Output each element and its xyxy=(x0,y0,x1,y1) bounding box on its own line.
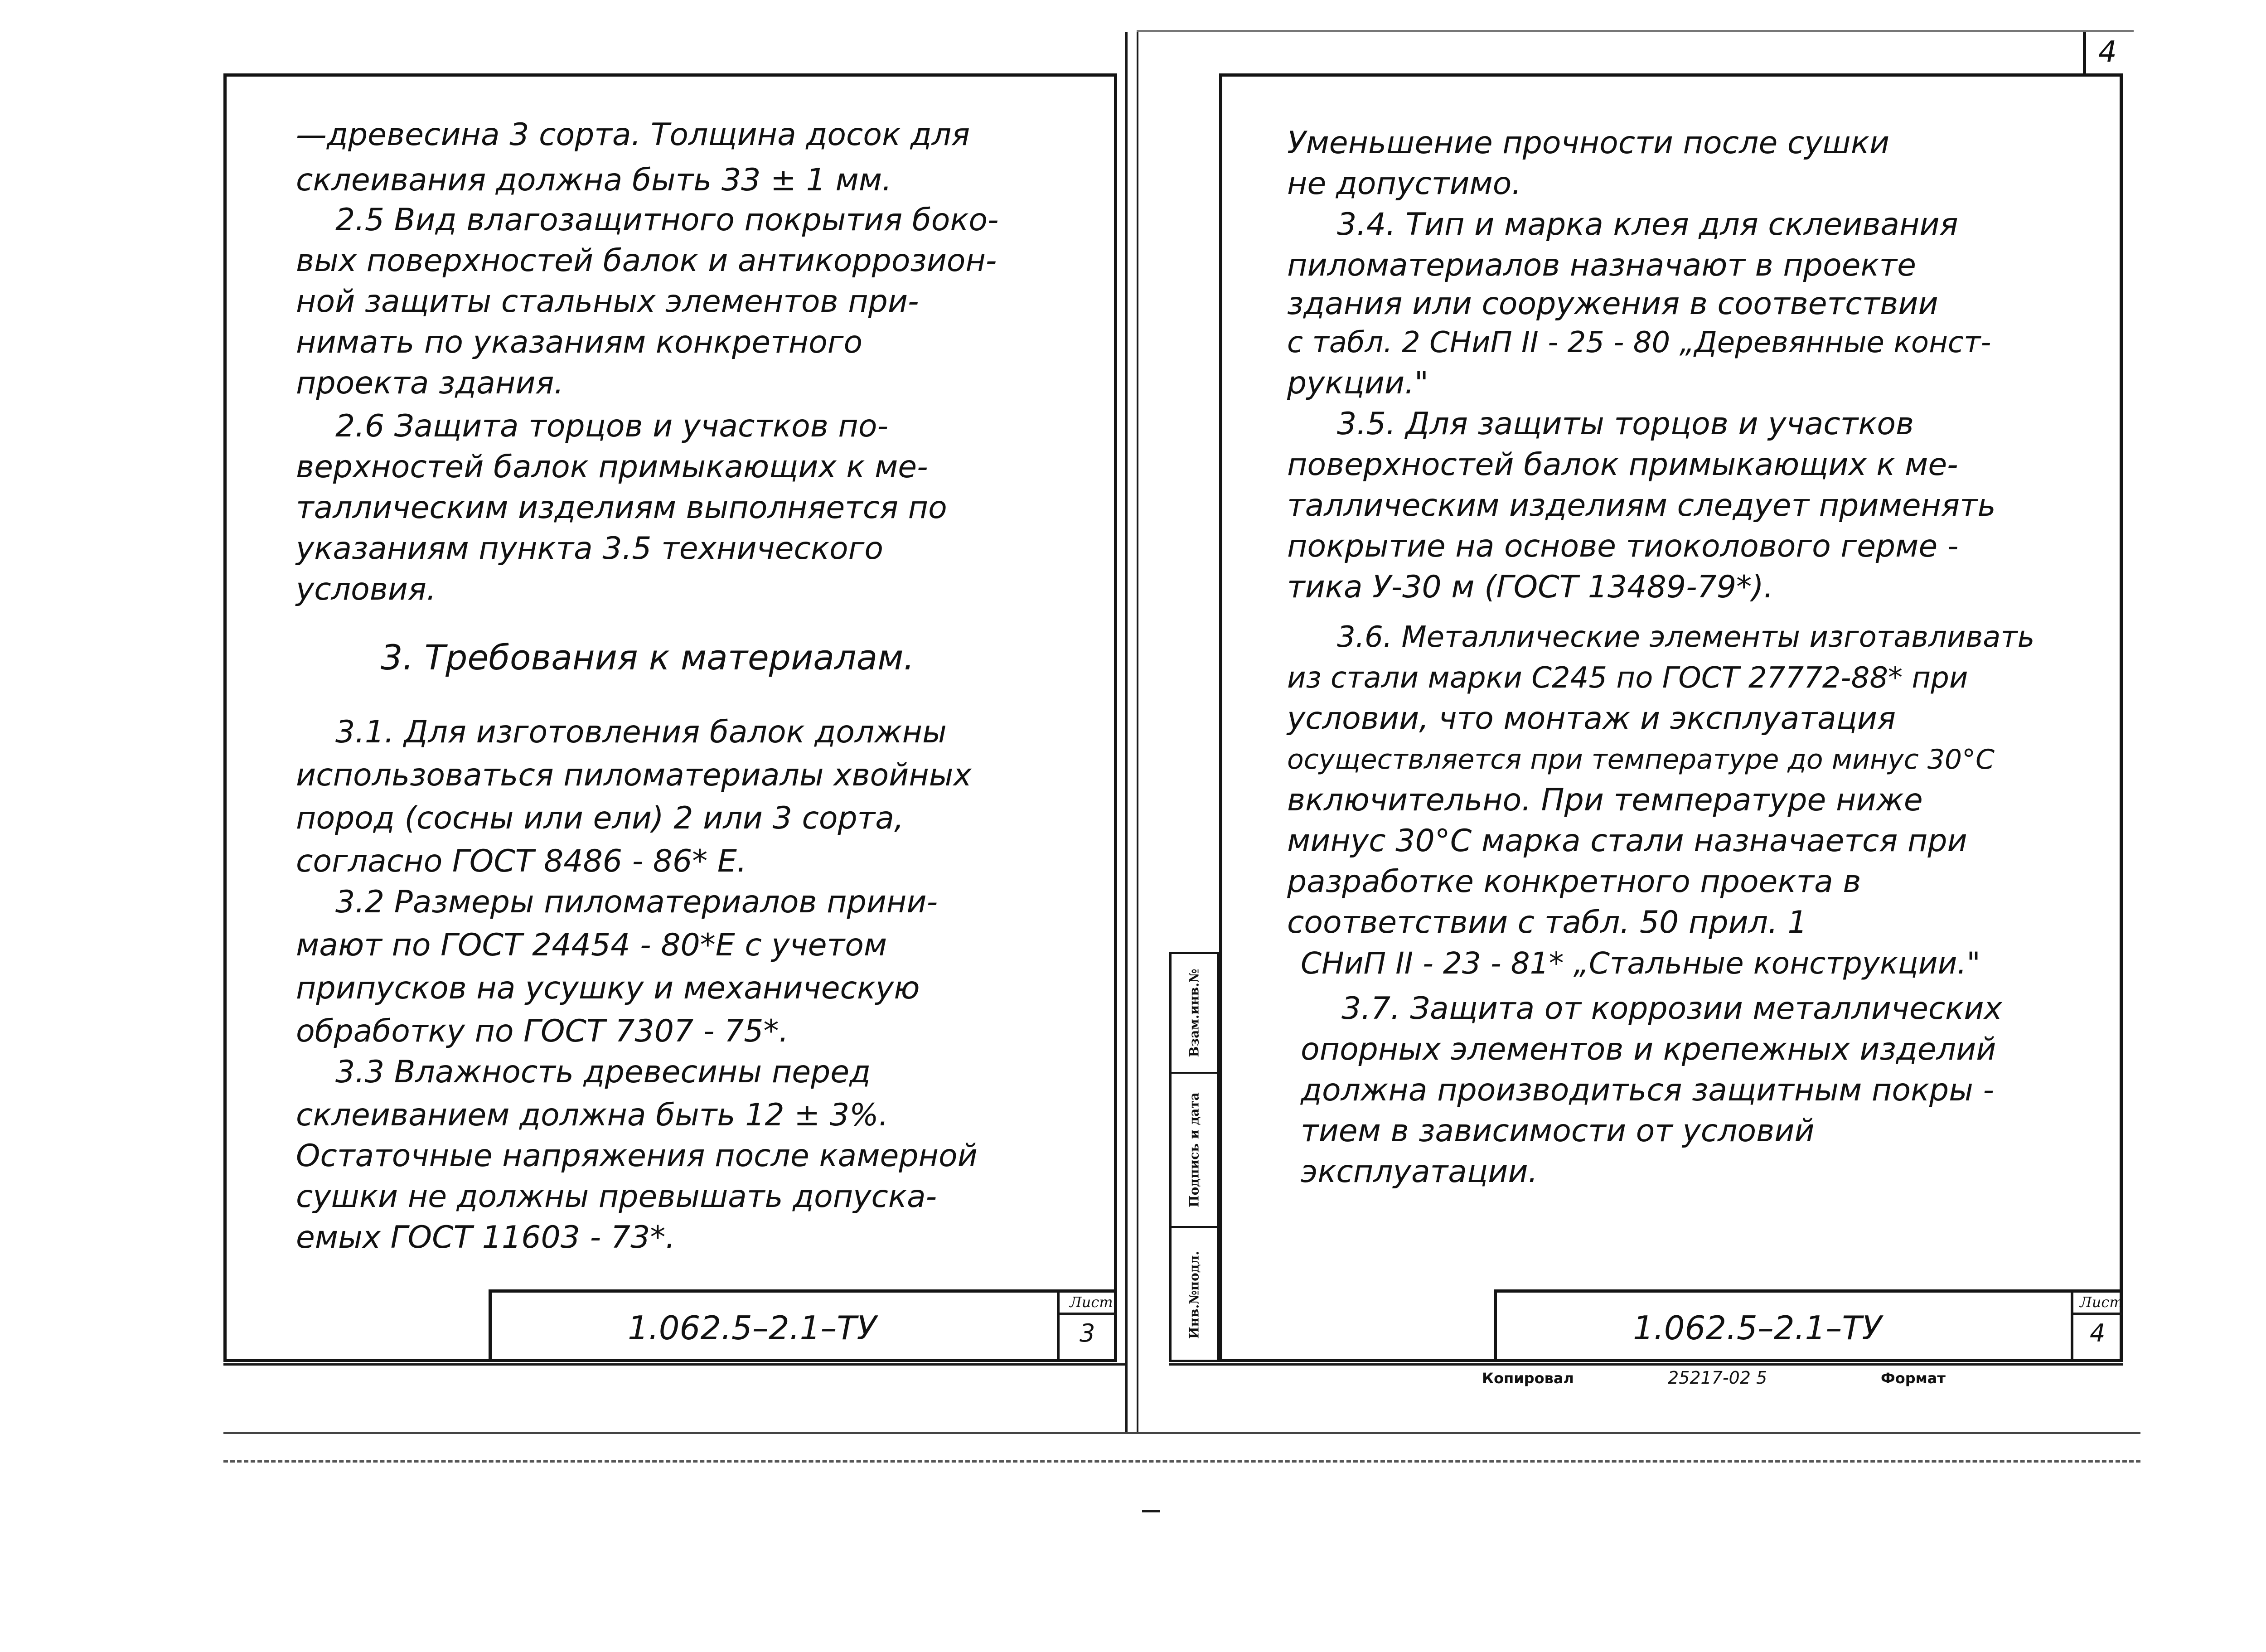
right-line-20: соответствии с табл. 50 прил. 1 xyxy=(1287,905,1807,940)
small-mark xyxy=(1142,1510,1160,1512)
right-line-14: из стали марки С245 по ГОСТ 27772-88* при xyxy=(1287,661,1968,695)
left-line-5: ной защиты стальных элементов при- xyxy=(296,284,919,320)
right-line-11: покрытие на основе тиоколового герме - xyxy=(1287,528,1959,564)
right-line-6: с табл. 2 СНиП II - 25 - 80 „Деревянные конст- xyxy=(1287,326,1991,359)
left-title-block xyxy=(489,1289,1117,1362)
right-line-2: не допустимо. xyxy=(1287,166,1521,202)
stamp-cell-signature xyxy=(1172,1072,1217,1226)
left-line-8: 2.6 Защита торцов и участков по- xyxy=(335,408,888,444)
trim-line-2 xyxy=(223,1460,2140,1463)
left-line-24: сушки не должны превышать допуска- xyxy=(296,1179,937,1215)
approval-stamp-strip xyxy=(1169,952,1219,1362)
left-sheet-number: 3 xyxy=(1080,1319,1095,1347)
right-sheet-label: Лист xyxy=(2080,1294,2123,1311)
right-line-4: пиломатериалов назначают в проекте xyxy=(1287,247,1916,283)
left-line-13: 3.1. Для изготовления балок должны xyxy=(335,714,947,750)
right-line-8: 3.5. Для защиты торцов и участков xyxy=(1337,406,1914,442)
stamp-cell-replacement xyxy=(1172,954,1217,1072)
left-bottom-rule xyxy=(223,1363,1125,1366)
left-line-18: мают по ГОСТ 24454 - 80*Е с учетом xyxy=(296,927,887,963)
right-sheet-box xyxy=(2071,1293,2123,1359)
stamp-signature-label: Подпись и дата xyxy=(1186,1092,1202,1207)
left-line-3: 2.5 Вид влагозащитного покрытия боко- xyxy=(335,202,999,238)
left-line-12: условия. xyxy=(296,572,436,607)
right-line-19: разработке конкретного проекта в xyxy=(1287,864,1861,900)
center-binding-line-inner xyxy=(1137,32,1138,1432)
right-line-26: эксплуатации. xyxy=(1301,1154,1538,1190)
left-line-17: 3.2 Размеры пиломатериалов прини- xyxy=(335,884,938,920)
footer-order-number: 25217-02 5 xyxy=(1668,1368,1767,1388)
left-sheet-box xyxy=(1057,1293,1114,1359)
left-line-9: верхностей балок примыкающих к ме- xyxy=(296,449,928,485)
left-line-23: Остаточные напряжения после камерной xyxy=(296,1138,978,1174)
left-line-4: вых поверхностей балок и антикоррозион- xyxy=(296,243,997,279)
left-sheet-divider xyxy=(1060,1313,1117,1315)
footer-format-label: Формат xyxy=(1881,1370,1946,1387)
right-line-12: тика У-30 м (ГОСТ 13489-79*). xyxy=(1287,569,1774,605)
left-line-2: склеивания должна быть 33 ± 1 мм. xyxy=(296,162,892,198)
right-line-24: должна производиться защитным покры - xyxy=(1301,1072,1995,1108)
left-line-14: использоваться пиломатериалы хвойных xyxy=(296,757,972,793)
right-line-5: здания или сооружения в соответствии xyxy=(1287,286,1938,322)
left-line-25: емых ГОСТ 11603 - 73*. xyxy=(296,1220,675,1255)
left-line-21: 3.3 Влажность древесины перед xyxy=(335,1054,871,1090)
section-heading: 3. Требования к материалам. xyxy=(381,637,915,678)
left-line-22: склеиванием должна быть 12 ± 3%. xyxy=(296,1097,889,1133)
left-line-6: нимать по указаниям конкретного xyxy=(296,325,863,360)
right-title-block xyxy=(1494,1289,2123,1362)
right-line-3: 3.4. Тип и марка клея для склеивания xyxy=(1337,207,1958,242)
left-line-7: проекта здания. xyxy=(296,365,564,401)
right-line-25: тием в зависимости от условий xyxy=(1301,1113,1815,1149)
left-line-1: —древесина 3 сорта. Толщина досок для xyxy=(296,117,970,153)
center-binding-line xyxy=(1125,32,1128,1432)
right-line-13: 3.6. Металлические элементы изготавливать xyxy=(1337,620,2035,654)
left-line-16: согласно ГОСТ 8486 - 86* Е. xyxy=(296,843,747,879)
right-sheet-number: 4 xyxy=(2090,1319,2106,1347)
right-line-9: поверхностей балок примыкающих к ме- xyxy=(1287,447,1958,483)
left-line-20: обработку по ГОСТ 7307 - 75*. xyxy=(296,1013,789,1049)
left-sheet-label: Лист xyxy=(1070,1294,1113,1311)
right-title-block-code: 1.062.5–2.1–ТУ xyxy=(1633,1309,1882,1347)
right-line-10: таллическим изделиям следует применять xyxy=(1287,488,1996,523)
left-line-10: таллическим изделиям выполняется по xyxy=(296,490,947,526)
right-line-15: условии, что монтаж и эксплуатация xyxy=(1287,701,1896,736)
right-line-18: минус 30°С марка стали назначается при xyxy=(1287,823,1967,859)
left-line-19: припусков на усушку и механическую xyxy=(296,970,920,1006)
right-line-22: 3.7. Защита от коррозии металлических xyxy=(1341,991,2002,1027)
left-title-block-code: 1.062.5–2.1–ТУ xyxy=(628,1309,877,1347)
corner-sheet-number: 4 xyxy=(2098,35,2117,69)
right-line-23: опорных элементов и крепежных изделий xyxy=(1301,1032,1996,1067)
right-line-17: включительно. При температуре ниже xyxy=(1287,782,1923,818)
left-line-11: указаниям пункта 3.5 технического xyxy=(296,531,883,567)
trim-line-1 xyxy=(223,1432,2140,1434)
right-line-1: Уменьшение прочности после сушки xyxy=(1287,125,1890,161)
right-line-7: рукции." xyxy=(1287,365,1429,401)
right-line-16: осуществляется при температуре до минус 30°С xyxy=(1287,744,1995,775)
right-line-21: СНиП II - 23 - 81* „Стальные конструкции." xyxy=(1301,946,1980,981)
top-edge-line xyxy=(1137,30,2134,32)
stamp-inventory-label: Инв.№подл. xyxy=(1186,1251,1202,1339)
footer-copied-label: Копировал xyxy=(1482,1370,1574,1387)
right-sheet-divider xyxy=(2073,1313,2122,1315)
right-bottom-rule xyxy=(1169,1363,2123,1366)
stamp-cell-inventory xyxy=(1172,1226,1217,1362)
stamp-replacement-label: Взам.инв.№ xyxy=(1186,969,1202,1057)
left-line-15: пород (сосны или ели) 2 или 3 сорта, xyxy=(296,800,904,836)
